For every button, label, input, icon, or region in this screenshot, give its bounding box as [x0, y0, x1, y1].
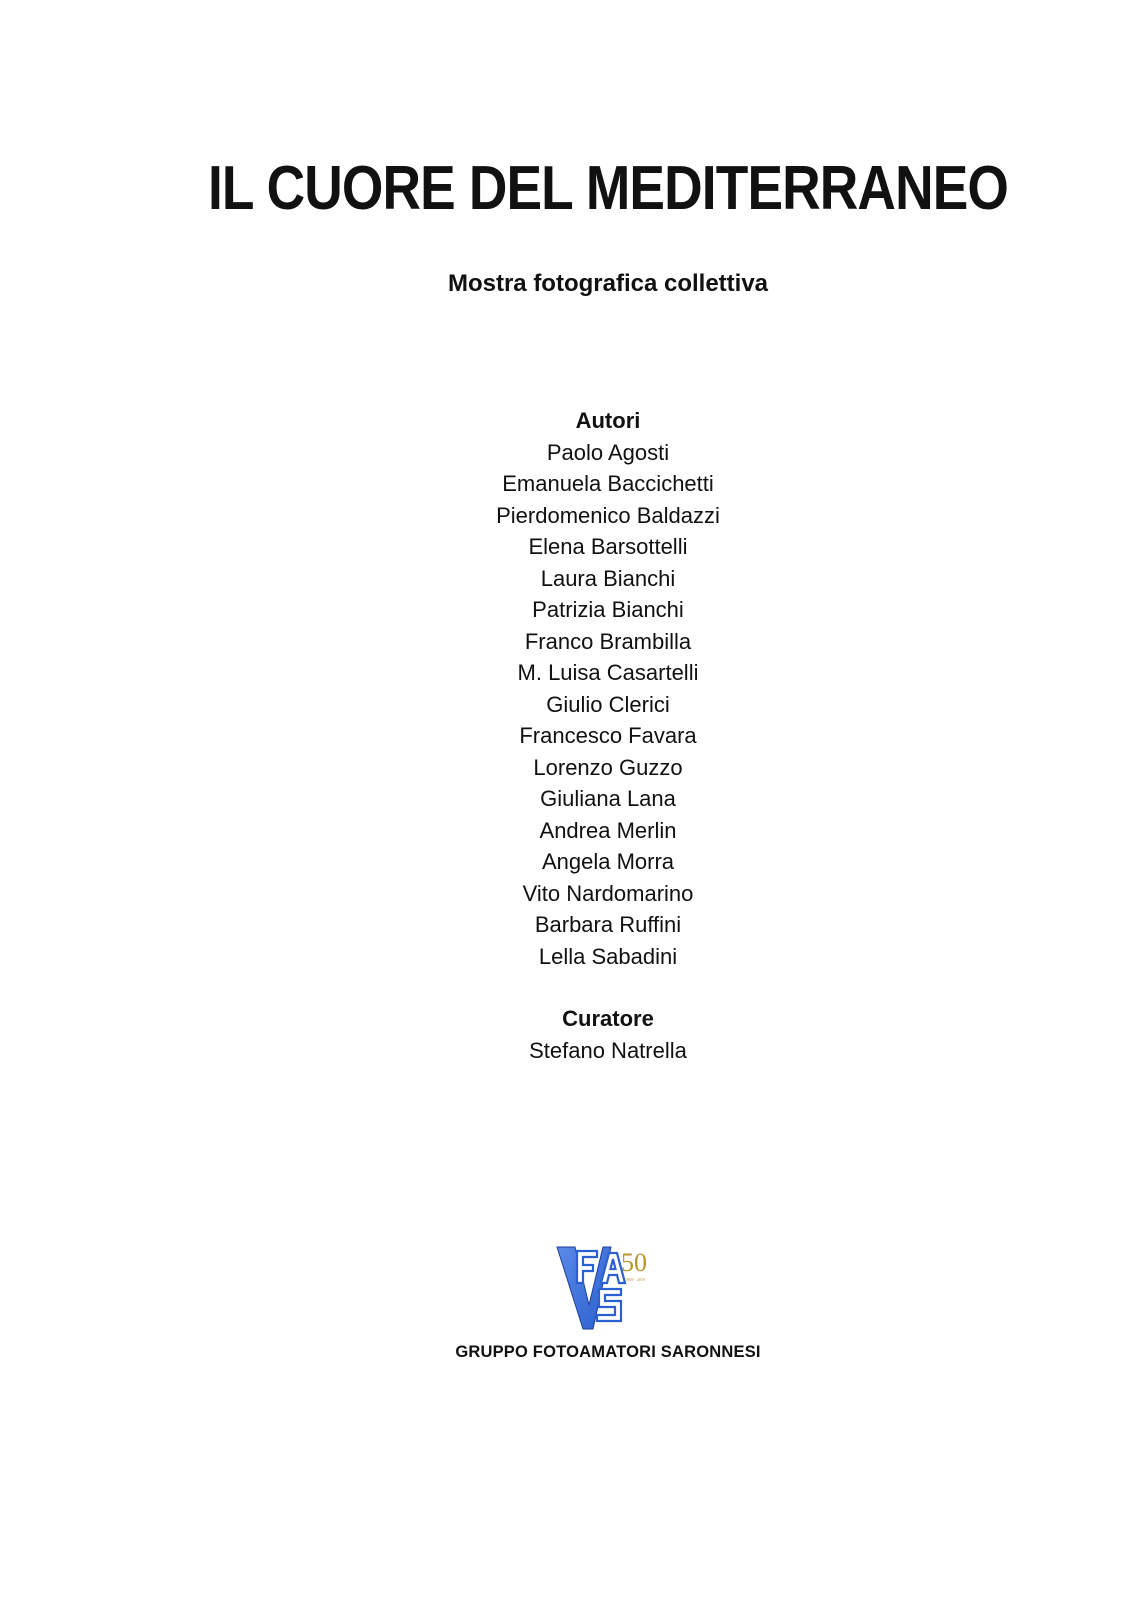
logo-anniversary-number: 50 — [621, 1248, 647, 1277]
author-name: Angela Morra — [541, 849, 675, 874]
author-name: Lorenzo Guzzo — [533, 754, 683, 780]
author-name: Giulio Clerici — [546, 691, 670, 717]
credits-block — [408, 405, 808, 1066]
author-name: Laura Bianchi — [540, 565, 676, 591]
author-name: Lella Sabadini — [538, 943, 678, 969]
author-name: Paolo Agosti — [546, 439, 670, 465]
curator-name: Stefano Natrella — [529, 1037, 687, 1063]
page-title — [143, 154, 1073, 223]
author-name: Barbara Ruffini — [534, 912, 682, 937]
author-name: Vito Nardomarino — [522, 880, 694, 906]
author-name: Francesco Favara — [519, 723, 697, 748]
author-name: M. Luisa Casartelli — [517, 660, 699, 685]
authors-heading: Autori — [575, 408, 641, 433]
logo-letter-s — [597, 1289, 621, 1321]
author-name: Franco Brambilla — [524, 628, 692, 654]
author-name: Patrizia Bianchi — [532, 597, 684, 622]
page-subtitle: Mostra fotografica collettiva — [447, 270, 769, 297]
author-name: Giuliana Lana — [540, 786, 676, 811]
organization-name: GRUPPO FOTOAMATORI SARONNESI — [455, 1343, 761, 1361]
authors-list — [408, 437, 808, 973]
logo-years: 1969 - 2019 — [625, 1277, 646, 1282]
page-title-text: IL CUORE DEL MEDITERRANEO — [207, 154, 1009, 223]
author-name: Andrea Merlin — [539, 817, 677, 843]
author-name: Elena Barsottelli — [528, 534, 688, 559]
author-name: Emanuela Baccichetti — [502, 471, 714, 496]
curator-heading: Curatore — [562, 1006, 654, 1031]
section-spacer — [408, 972, 808, 1003]
gfs-50-logo — [555, 1245, 665, 1331]
gfs-logo-graphic — [555, 1245, 665, 1331]
author-name: Pierdomenico Baldazzi — [496, 502, 720, 528]
logo-letter-f — [577, 1251, 597, 1283]
